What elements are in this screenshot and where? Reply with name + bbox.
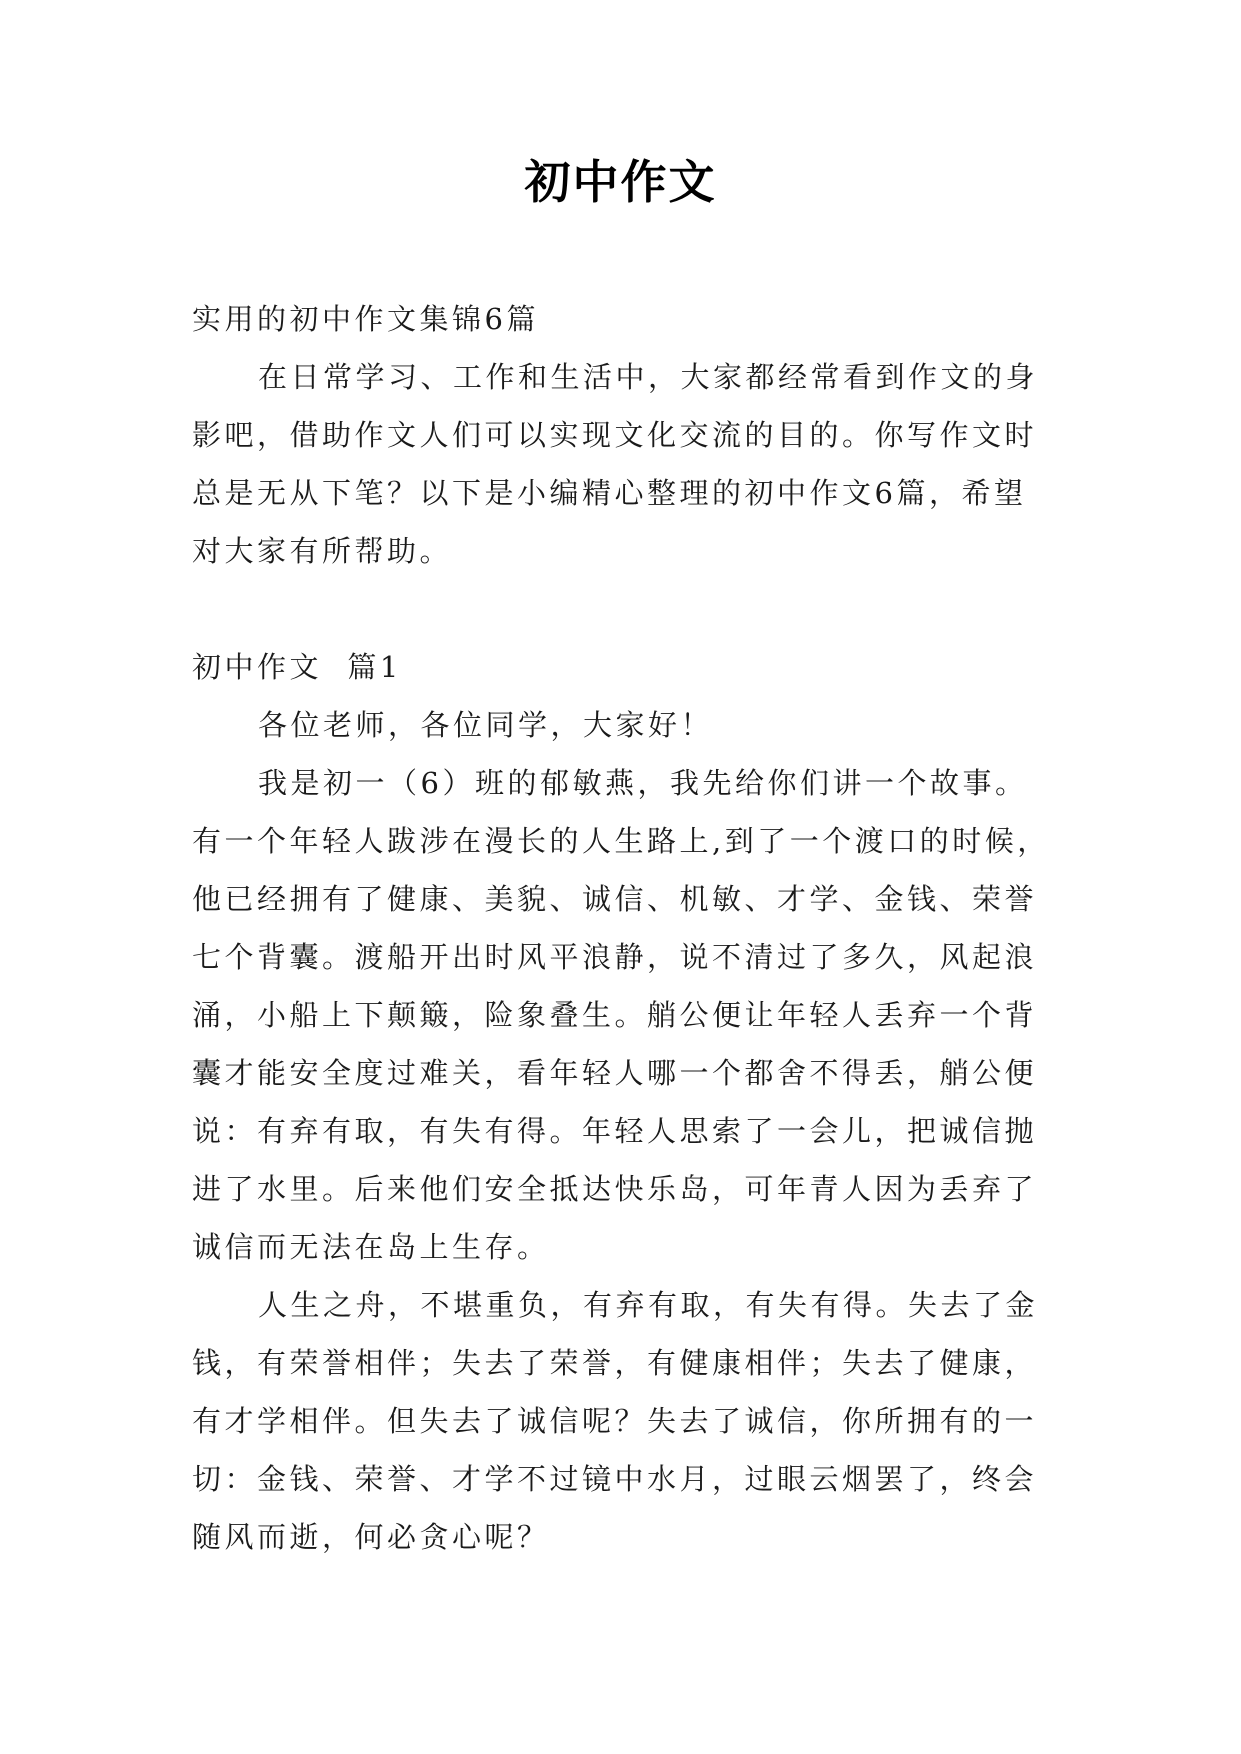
paragraph-line: 有才学相伴。但失去了诚信呢？失去了诚信，你所拥有的一 — [192, 1404, 1038, 1438]
paragraph-line: 有一个年轻人跋涉在漫长的人生路上,到了一个渡口的时候， — [192, 824, 1050, 858]
paragraph-line: 涌，小船上下颠簸，险象叠生。艄公便让年轻人丢弃一个背 — [192, 998, 1038, 1032]
intro-line: 对大家有所帮助。 — [192, 534, 453, 568]
paragraph-line: 我是初一（6）班的郁敏燕，我先给你们讲一个故事。 — [258, 766, 1028, 800]
paragraph-line: 囊才能安全度过难关，看年轻人哪一个都舍不得丢，艄公便 — [192, 1056, 1038, 1090]
paragraph-line: 他已经拥有了健康、美貌、诚信、机敏、才学、金钱、荣誉 — [192, 882, 1038, 916]
collection-subtitle: 实用的初中作文集锦6篇 — [192, 302, 539, 336]
section-heading: 初中作文 篇1 — [192, 650, 402, 684]
intro-line: 在日常学习、工作和生活中，大家都经常看到作文的身 — [258, 360, 1039, 394]
paragraph-line: 诚信而无法在岛上生存。 — [192, 1230, 550, 1264]
paragraph-line: 切：金钱、荣誉、才学不过镜中水月，过眼云烟罢了，终会 — [192, 1462, 1038, 1496]
document-title: 初中作文 — [524, 155, 717, 209]
paragraph-line: 七个背囊。渡船开出时风平浪静，说不清过了多久，风起浪 — [192, 940, 1038, 974]
paragraph-line: 进了水里。后来他们安全抵达快乐岛，可年青人因为丢弃了 — [192, 1172, 1038, 1206]
paragraph-line: 随风而逝，何必贪心呢？ — [192, 1520, 550, 1554]
paragraph-line: 说：有弃有取，有失有得。年轻人思索了一会儿，把诚信抛 — [192, 1114, 1038, 1148]
paragraph-line: 人生之舟，不堪重负，有弃有取，有失有得。失去了金 — [258, 1288, 1039, 1322]
document-body — [192, 290, 1062, 1566]
section-spacer — [192, 580, 1062, 638]
intro-line: 总是无从下笔？以下是小编精心整理的初中作文6篇，希望 — [192, 476, 1027, 510]
paragraph-line: 钱，有荣誉相伴；失去了荣誉，有健康相伴；失去了健康， — [192, 1346, 1038, 1380]
intro-line: 影吧，借助作文人们可以实现文化交流的目的。你写作文时 — [192, 418, 1038, 452]
greeting-line: 各位老师，各位同学，大家好！ — [258, 708, 714, 742]
